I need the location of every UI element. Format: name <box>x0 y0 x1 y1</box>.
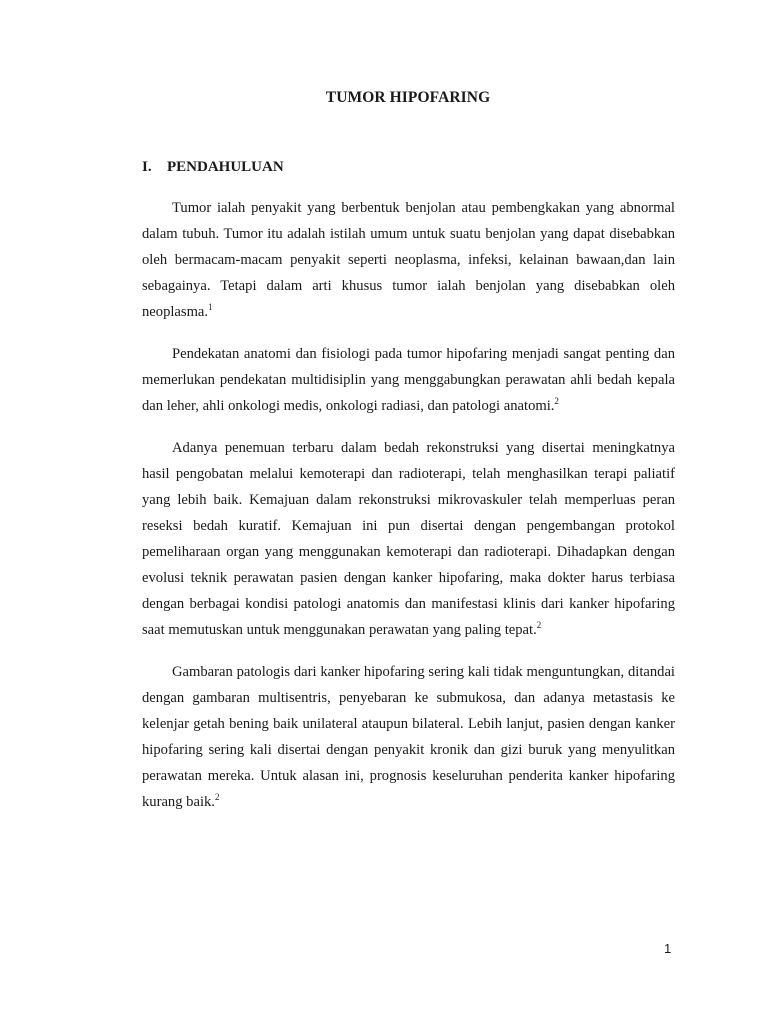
document-title: TUMOR HIPOFARING <box>325 89 491 106</box>
section-title: PENDAHULUAN <box>167 159 284 175</box>
document-body <box>142 195 675 831</box>
paragraph <box>142 195 675 325</box>
section-heading <box>142 159 284 176</box>
citation-reference: 2 <box>214 792 220 802</box>
paragraph-text: Pendekatan anatomi dan fisiologi pada tumor hipofaring menjadi sangat penting dan memerlukan pendekatan multidisiplin yang menggabungkan perawatan ahli bedah kepala dan leher, ahli onkologi medis, onkologi radiasi, dan patologi anatomi. <box>142 346 675 414</box>
paragraph <box>142 341 675 419</box>
paragraph <box>142 435 675 643</box>
section-number: I. <box>142 159 152 175</box>
paragraph-text: Adanya penemuan terbaru dalam bedah rekonstruksi yang disertai meningkatnya hasil pengobatan melalui kemoterapi dan radioterapi, telah menghasilkan terapi paliatif yang lebih baik. Kemajuan dalam rekonstruksi mikrovaskuler telah memperluas peran reseksi bedah kuratif. Kemajuan ini pun disertai dengan pengembangan protokol pemeliharaan organ yang menggunakan kemoterapi dan radioterapi. Dihadapkan dengan evolusi teknik perawatan pasien dengan kanker hipofaring, maka dokter harus terbiasa dengan berbagai kondisi patologi anatomis dan manifestasi klinis dari kanker hipofaring saat memutuskan untuk menggunakan perawatan yang paling tepat. <box>142 440 675 638</box>
paragraph <box>142 659 675 815</box>
page-number: 1 <box>664 941 672 956</box>
citation-reference: 2 <box>536 620 542 630</box>
paragraph-text: Gambaran patologis dari kanker hipofaring sering kali tidak menguntungkan, ditandai dengan gambaran multisentris, penyebaran ke submukosa, dan adanya metastasis ke kelenjar getah bening baik unilateral ataupun bilateral. Lebih lanjut, pasien dengan kanker hipofaring sering kali disertai dengan penyakit kronik dan gizi buruk yang menyulitkan perawatan mereka. Untuk alasan ini, prognosis keseluruhan penderita kanker hipofaring kurang baik. <box>142 664 675 810</box>
citation-reference: 1 <box>208 302 213 312</box>
citation-reference: 2 <box>554 396 559 406</box>
paragraph-text: Tumor ialah penyakit yang berbentuk benjolan atau pembengkakan yang abnormal dalam tubuh. Tumor itu adalah istilah umum untuk suatu benjolan yang dapat disebabkan oleh bermacam-macam penyakit seperti neoplasma, infeksi, kelainan bawaan,dan lain sebagainya. Tetapi dalam arti khusus tumor ialah benjolan yang disebabkan oleh neoplasma. <box>142 200 675 320</box>
